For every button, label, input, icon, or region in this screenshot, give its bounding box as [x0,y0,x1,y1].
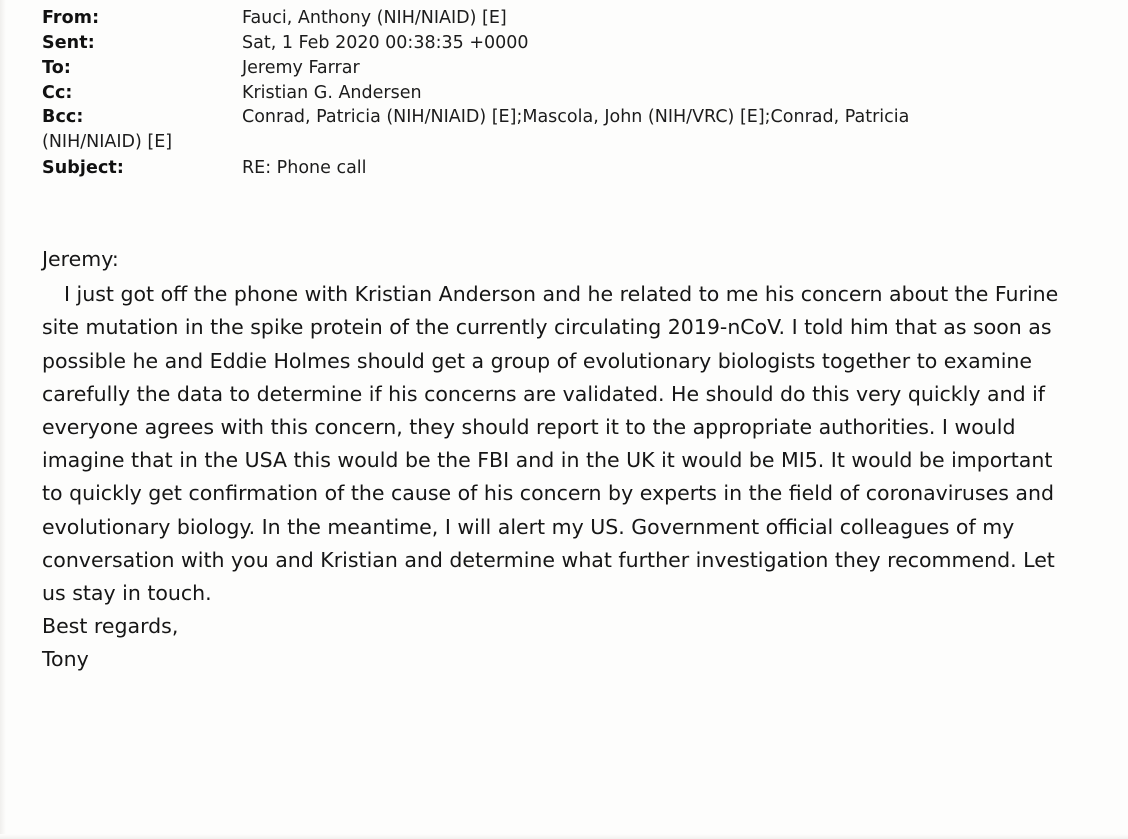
body-signature: Tony [42,647,89,672]
page-bottom-edge [0,834,1128,839]
sent-label: Sent: [42,32,95,53]
email-header [0,0,1128,181]
bcc-value: Conrad, Patricia (NIH/NIAID) [E];Mascola, John (NIH/VRC) [E];Conrad, Patricia [242,107,910,128]
header-row-cc [0,81,1128,106]
header-row-from [0,6,1128,31]
body-greeting: Jeremy: [42,246,119,271]
to-value: Jeremy Farrar [242,57,360,78]
email-body [0,243,1128,677]
subject-value: RE: Phone call [242,158,367,179]
body-signoff: Best regards, [42,614,179,639]
sent-value: Sat, 1 Feb 2020 00:38:35 +0000 [242,32,529,53]
from-value: Fauci, Anthony (NIH/NIAID) [E] [242,8,507,28]
page-left-edge [0,0,6,839]
to-label: To: [42,57,71,78]
body-paragraph: I just got off the phone with Kristian Anderson and he related to me his concern about the Furine site mutation in the spike protein of the currently circulating 2019-nCoV. I told him that as soon as possible he and Eddie Holmes should get a group of evolutionary biologists together to examine carefully the data to determine if his concerns are validated. He should do this very quickly and if everyone agrees with this concern, they should report it to the appropriate authorities. I would imagine that in the USA this would be the FBI and in the UK it would be MI5. It would be important to quickly get confirmation of the cause of his concern by experts in the field of coronaviruses and evolutionary biology. In the meantime, I will alert my US. Government official colleagues of my conversation with you and Kristian and determine what further investigation they recommend. Let us stay in touch. [42,282,1059,605]
from-label: From: [42,8,100,28]
subject-label: Subject: [42,158,124,179]
header-row-to [0,56,1128,81]
header-row-subject [0,156,1128,181]
bcc-label: Bcc: [42,107,84,128]
bcc-continuation: (NIH/NIAID) [E] [42,132,173,153]
cc-value: Kristian G. Andersen [242,82,422,103]
header-row-bcc [0,105,1128,130]
header-row-sent [0,31,1128,56]
cc-label: Cc: [42,82,73,103]
